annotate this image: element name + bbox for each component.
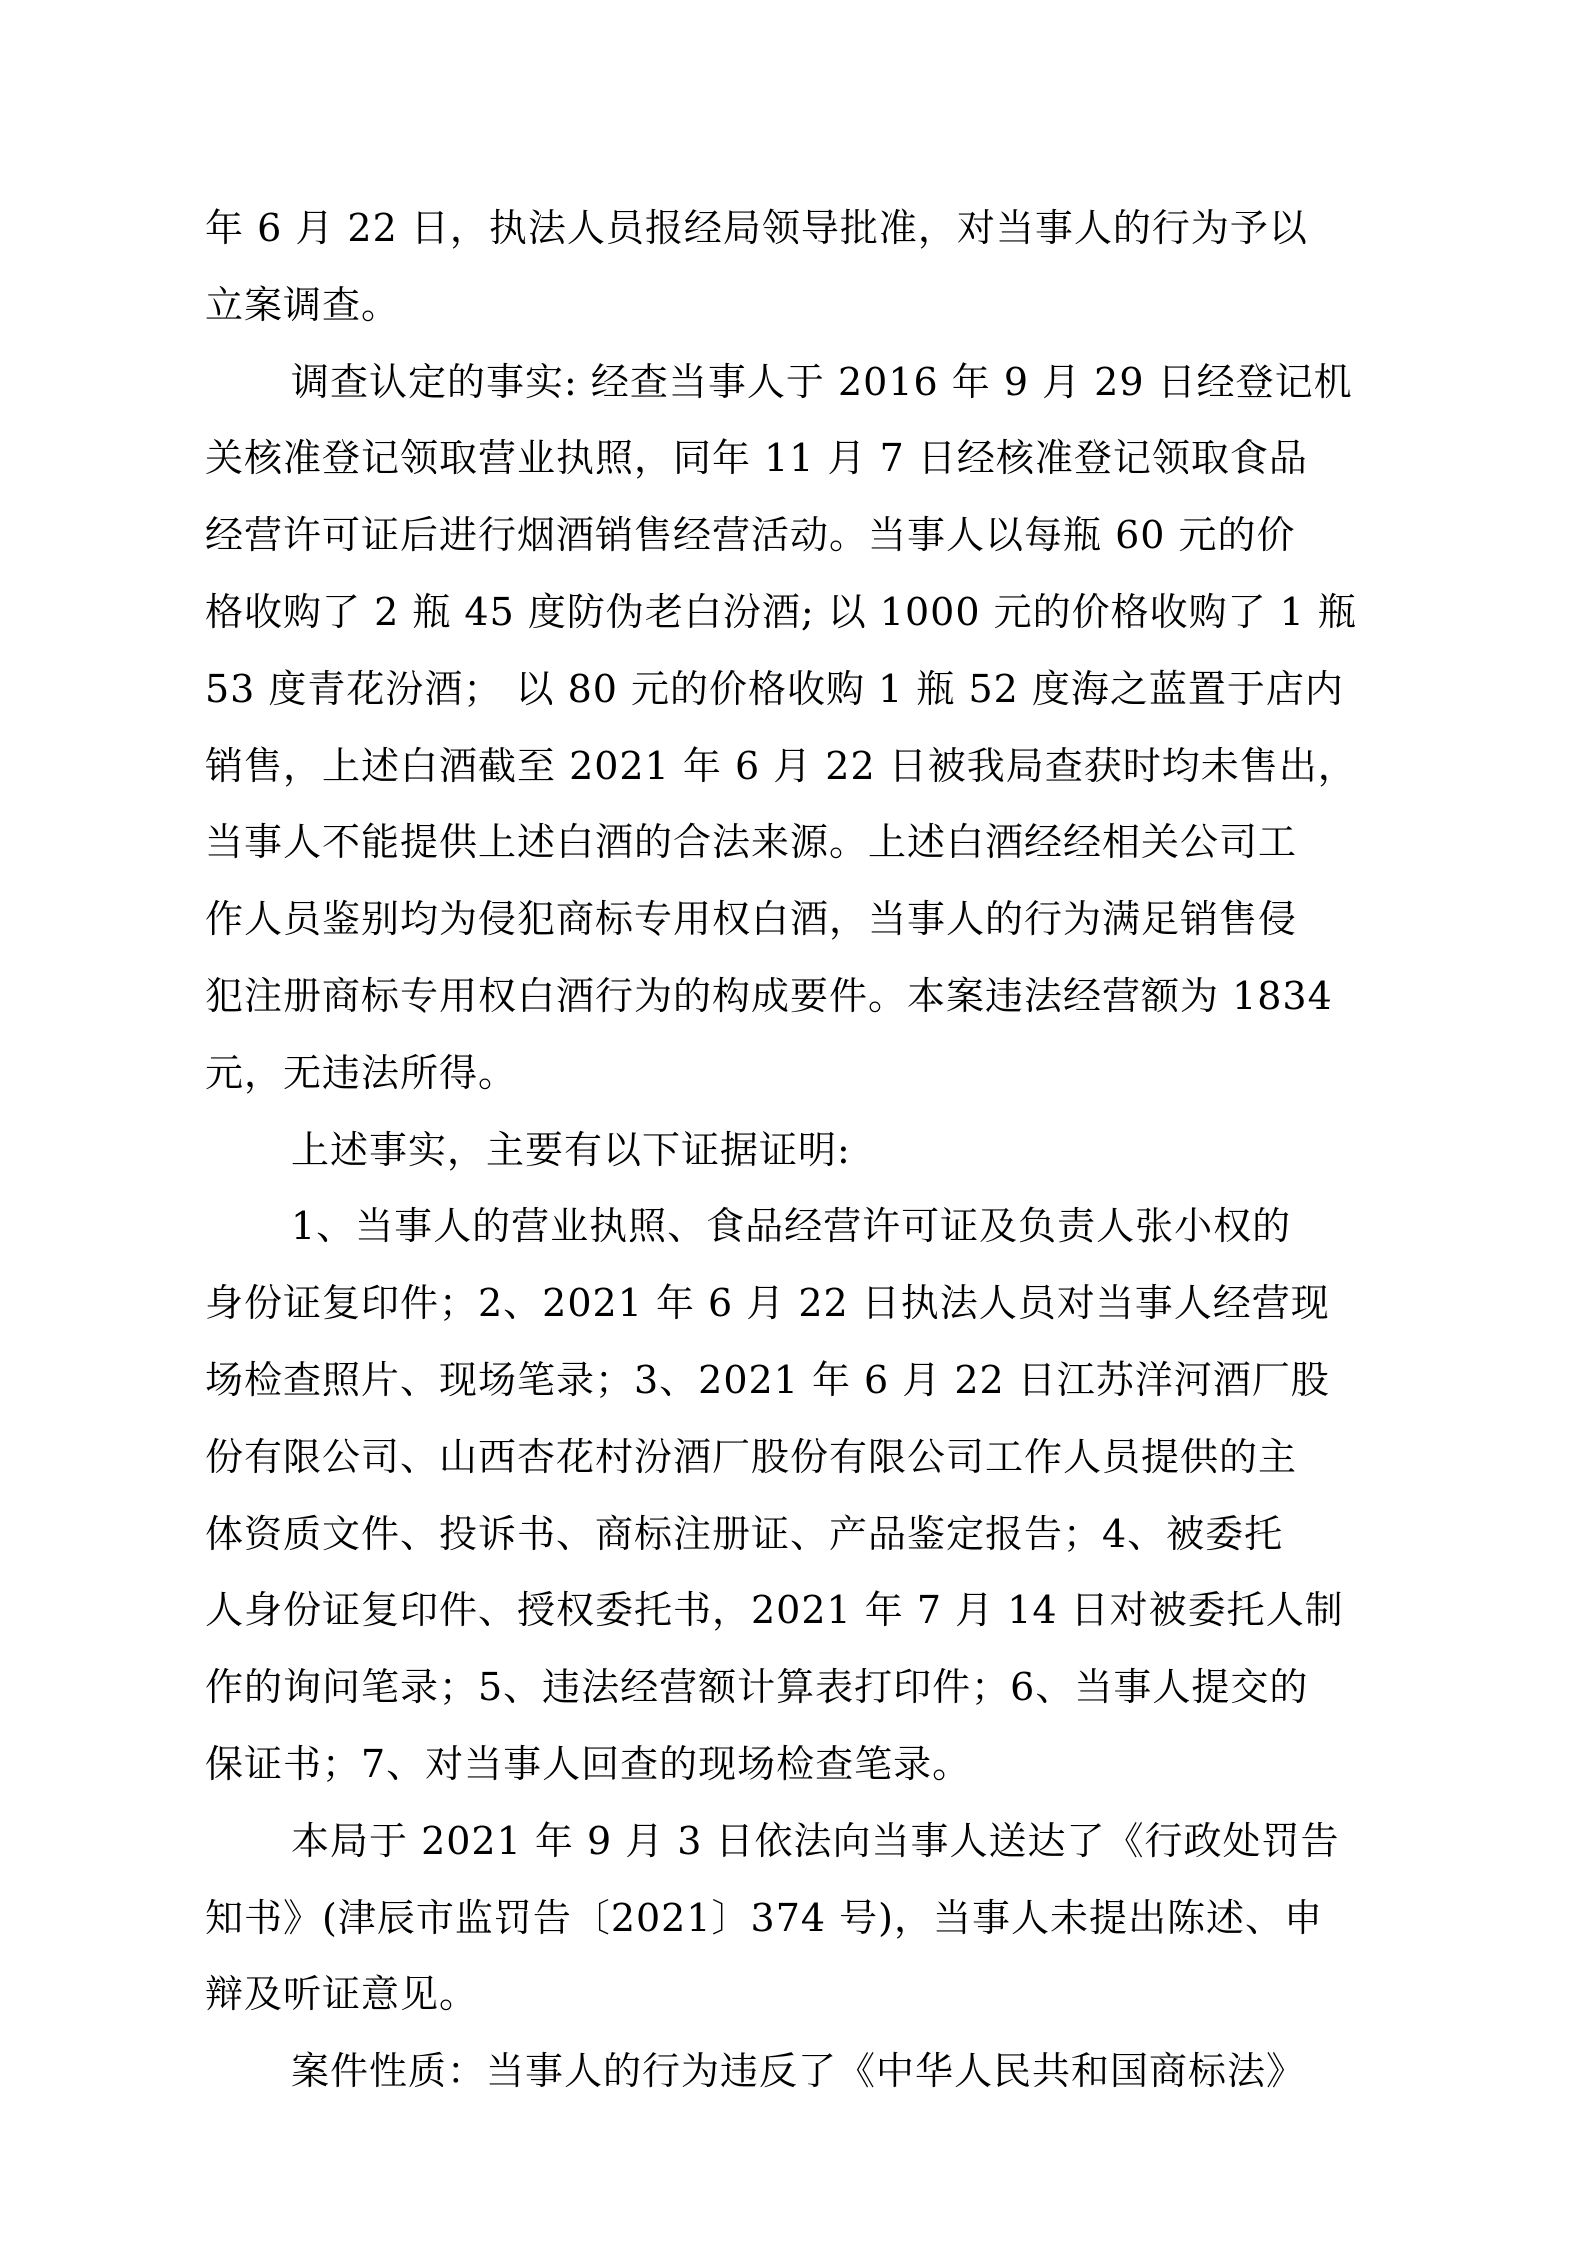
text-line-1: 年 6 月 22 日，执法人员报经局领导批准，对当事人的行为予以 (205, 206, 1308, 250)
text-line-13: 上述事实，主要有以下证据证明: (291, 1127, 851, 1172)
text-line-8: 销售，上述白酒截至 2021 年 6 月 22 日被我局查获时均未售出， (205, 743, 1357, 788)
text-line-14: 1、当事人的营业执照、食品经营许可证及负责人张小权的 (291, 1204, 1292, 1249)
text-line-3: 调查认定的事实: 经查当事人于 2016 年 9 月 29 日经登记机 (291, 359, 1353, 404)
text-line-10: 作人员鉴别均为侵犯商标专用权白酒，当事人的行为满足销售侵 (205, 897, 1298, 942)
text-line-20: 作的询问笔录；5、违法经营额计算表打印件；6、当事人提交的 (205, 1665, 1309, 1710)
text-line-21: 保证书；7、对当事人回查的现场检查笔录。 (205, 1741, 972, 1786)
text-line-17: 份有限公司、山西杏花村汾酒厂股份有限公司工作人员提供的主 (205, 1434, 1298, 1479)
text-line-4: 关核准登记领取营业执照，同年 11 月 7 日经核准登记领取食品 (205, 436, 1308, 481)
text-line-11: 犯注册商标专用权白酒行为的构成要件。本案违法经营额为 1834 (205, 973, 1333, 1018)
text-line-16: 场检查照片、现场笔录；3、2021 年 6 月 22 日江苏洋河酒厂股 (205, 1357, 1330, 1402)
text-line-23: 知书》(津辰市监罚告〔2021〕374 号)，当事人未提出陈述、申 (205, 1895, 1323, 1940)
text-line-5: 经营许可证后进行烟酒销售经营活动。当事人以每瓶 60 元的价 (205, 513, 1296, 558)
text-line-12: 元，无违法所得。 (205, 1050, 518, 1095)
text-line-18: 体资质文件、投诉书、商标注册证、产品鉴定报告；4、被委托 (205, 1511, 1284, 1556)
text-line-9: 当事人不能提供上述白酒的合法来源。上述白酒经经相关公司工 (205, 820, 1298, 865)
text-line-2: 立案调查。 (205, 282, 401, 327)
text-line-22: 本局于 2021 年 9 月 3 日依法向当事人送达了《行政处罚告 (291, 1818, 1340, 1863)
text-line-24: 辩及听证意见。 (205, 1972, 479, 2017)
text-line-7: 53 度青花汾酒； 以 80 元的价格收购 1 瓶 52 度海之蓝置于店内 (205, 666, 1344, 711)
text-line-6: 格收购了 2 瓶 45 度防伪老白汾酒; 以 1000 元的价格收购了 1 瓶 (205, 589, 1357, 634)
text-line-15: 身份证复印件；2、2021 年 6 月 22 日执法人员对当事人经营现 (205, 1281, 1330, 1326)
text-line-19: 人身份证复印件、授权委托书，2021 年 7 月 14 日对被委托人制 (205, 1588, 1344, 1633)
text-line-25: 案件性质：当事人的行为违反了《中华人民共和国商标法》 (291, 2049, 1306, 2094)
document-body (205, 190, 1385, 2110)
